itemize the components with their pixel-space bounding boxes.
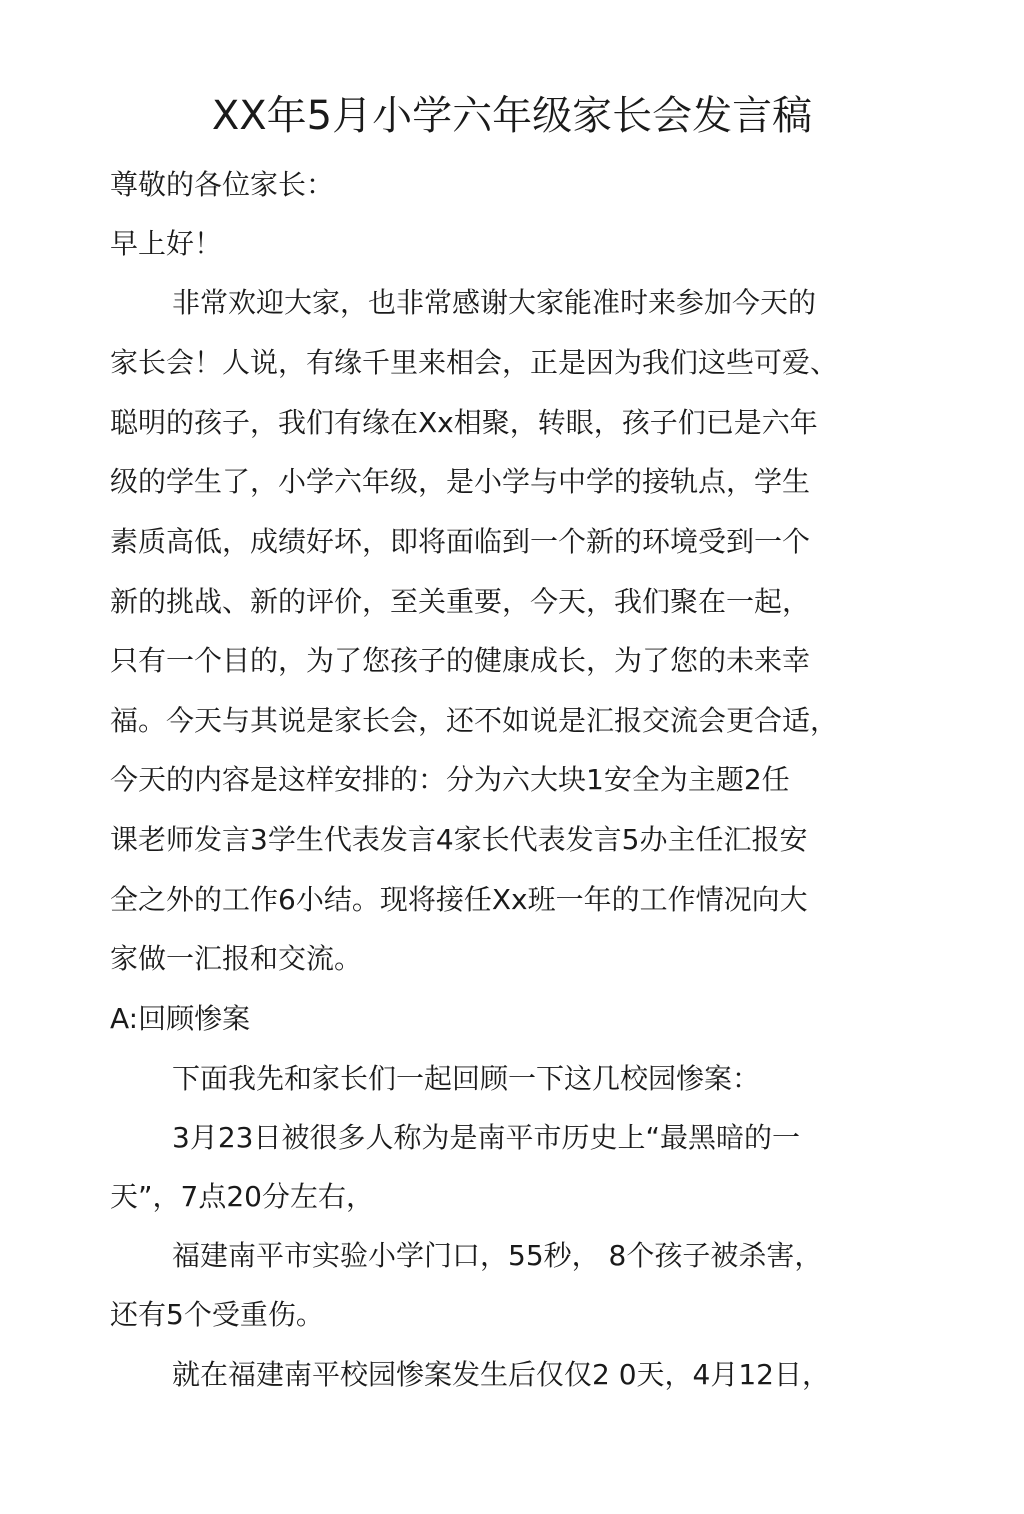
- text-line: 家长会！人说，有缘千里来相会，正是因为我们这些可爱、: [110, 346, 839, 379]
- text-line: 课老师发言3学生代表发言4家长代表发言5办主任汇报安: [110, 823, 808, 856]
- text-line: 只有一个目的，为了您孩子的健康成长，为了您的未来幸: [110, 644, 811, 677]
- section-heading: A:回顾惨案: [110, 1002, 251, 1035]
- text-line: 今天的内容是这样安排的：分为六大块1安全为主题2任: [110, 763, 790, 796]
- text-line: 3月23日被很多人称为是南平市历史上“最黑暗的一: [172, 1121, 800, 1154]
- text-line: 素质高低，成绩好坏，即将面临到一个新的环境受到一个: [110, 525, 811, 558]
- text-line: 家做一汇报和交流。: [110, 942, 363, 975]
- text-line: 下面我先和家长们一起回顾一下这几校园惨案：: [172, 1062, 761, 1095]
- text-line: 非常欢迎大家，也非常感谢大家能准时来参加今天的: [172, 286, 817, 319]
- text-line: 早上好！: [110, 227, 223, 260]
- text-line: 福建南平市实验小学门口，55秒， 8个孩子被杀害，: [172, 1239, 823, 1272]
- text-line: 新的挑战、新的评价，至关重要，今天，我们聚在一起，: [110, 585, 811, 618]
- text-line: 福。今天与其说是家长会，还不如说是汇报交流会更合适，: [110, 704, 839, 737]
- text-line: 还有5个受重伤。: [110, 1298, 324, 1331]
- document-title: XX年5月小学六年级家长会发言稿: [211, 93, 813, 139]
- text-line: 全之外的工作6小结。现将接任Xx班一年的工作情况向大: [110, 883, 808, 916]
- text-line: 就在福建南平校园惨案发生后仅仅2 0天，4月12日，: [172, 1358, 830, 1391]
- text-line: 天”，7点20分左右，: [110, 1180, 374, 1213]
- text-line: 尊敬的各位家长：: [110, 168, 335, 201]
- text-line: 聪明的孩子，我们有缘在Xx相聚，转眼，孩子们已是六年: [110, 406, 818, 439]
- text-line: 级的学生了，小学六年级，是小学与中学的接轨点，学生: [110, 465, 811, 498]
